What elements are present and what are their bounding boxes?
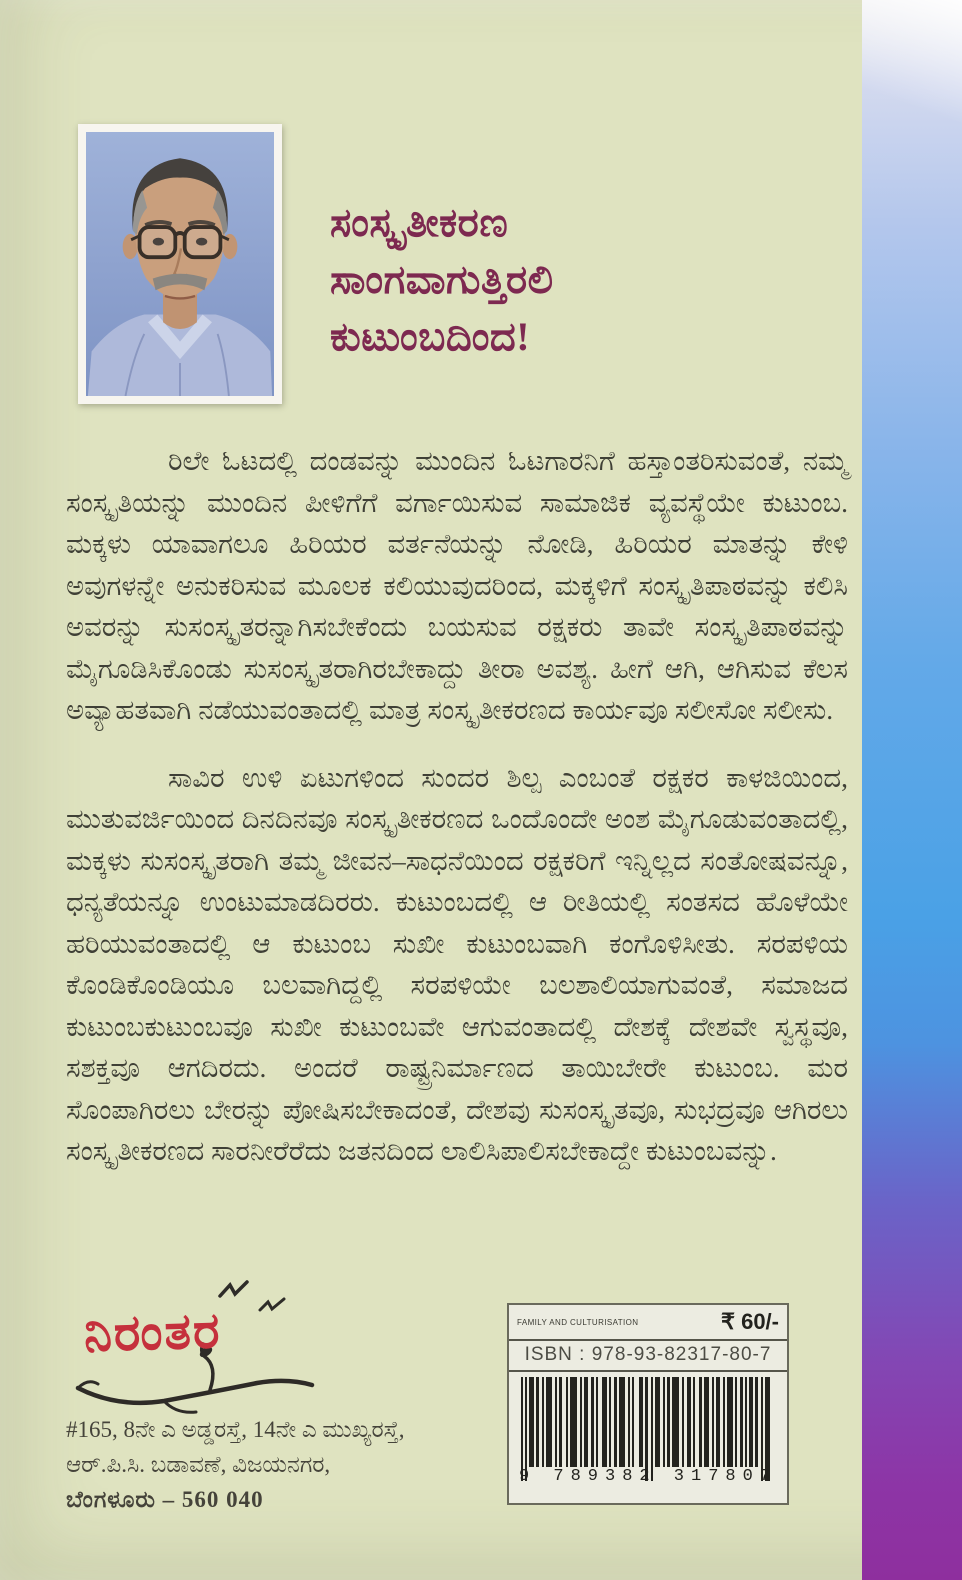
publisher-name: ನಿರಂತರ [83, 1302, 223, 1363]
blurb [66, 440, 848, 1198]
publisher-address [66, 1412, 526, 1517]
address-line-2: ಆರ್.ಪಿ.ಸಿ. ಬಡಾವಣೆ, ವಿಜಯನಗರ, [66, 1452, 331, 1477]
corner-sheen [862, 0, 962, 190]
category-label: FAMILY AND CULTURISATION [517, 1317, 639, 1327]
blurb-paragraph-1: ರಿಲೇ ಓಟದಲ್ಲಿ ದಂಡವನ್ನು ಮುಂದಿನ ಓಟಗಾರನಿಗೆ ಹಸ್ತಾಂತರಿಸುವಂತೆ, ನಮ್ಮ ಸಂಸ್ಕೃತಿಯನ್ನು ಮುಂದಿನ ಪೀಳಿಗೆಗೆ ವರ್ಗಾಯಿಸುವ ಸಾಮಾಜಿಕ ವ್ಯವಸ್ಥೆಯೇ ಕುಟುಂಬ. ಮಕ್ಕಳು ಯಾವಾಗಲೂ ಹಿರಿಯರ ವರ್ತನೆಯನ್ನು ನೋಡಿ, ಹಿರಿಯರ ಮಾತನ್ನು ಕೇಳಿ ಅವುಗಳನ್ನೇ ಅನುಕರಿಸುವ ಮೂಲಕ ಕಲಿಯುವುದರಿಂದ, ಮಕ್ಕಳಿಗೆ ಸಂಸ್ಕೃತಿಪಾಠವನ್ನು ಕಲಿಸಿ ಅವರನ್ನು ಸುಸಂಸ್ಕೃತರನ್ನಾಗಿಸಬೇಕೆಂದು ಬಯಸುವ ರಕ್ಷಕರು ತಾವೇ ಸಂಸ್ಕೃತಿಪಾಠವನ್ನು ಮೈಗೂಡಿಸಿಕೊಂಡು ಸುಸಂಸ್ಕೃತರಾಗಿರಬೇಕಾದ್ದು ತೀರಾ ಅವಶ್ಯ. ಹೀಗೆ ಆಗಿ, ಆಗಿಸುವ ಕೆಲಸ ಅವ್ಯಾಹತವಾಗಿ ನಡೆಯುವಂತಾದಲ್ಲಿ ಮಾತ್ರ ಸಂಸ್ಕೃತೀಕರಣದ ಕಾರ್ಯವೂ ಸಲೀಸೋ ಸಲೀಸು. [66, 445, 848, 725]
barcode-box [507, 1303, 789, 1505]
headline-line-3: ಕುಟುಂಬದಿಂದ! [330, 314, 531, 359]
barcode-header-row [509, 1305, 787, 1341]
price-label: ₹ 60/- [720, 1309, 779, 1334]
page-edge-gradient-strip [862, 0, 962, 1580]
blurb-paragraph-2: ಸಾವಿರ ಉಳಿ ಏಟುಗಳಿಂದ ಸುಂದರ ಶಿಲ್ಪ ಎಂಬಂತೆ ರಕ್ಷಕರ ಕಾಳಜಿಯಿಂದ, ಮುತುವರ್ಜಿಯಿಂದ ದಿನದಿನವೂ ಸಂಸ್ಕೃತೀಕರಣದ ಒಂದೊಂದೇ ಅಂಶ ಮೈಗೂಡುವಂತಾದಲ್ಲಿ, ಮಕ್ಕಳು ಸುಸಂಸ್ಕೃತರಾಗಿ ತಮ್ಮ ಜೀವನ–ಸಾಧನೆಯಿಂದ ರಕ್ಷಕರಿಗೆ ಇನ್ನಿಲ್ಲದ ಸಂತೋಷವನ್ನೂ, ಧನ್ಯತೆಯನ್ನೂ ಉಂಟುಮಾಡದಿರರು. ಕುಟುಂಬದಲ್ಲಿ ಆ ರೀತಿಯಲ್ಲಿ ಸಂತಸದ ಹೊಳೆಯೇ ಹರಿಯುವಂತಾದಲ್ಲಿ ಆ ಕುಟುಂಬ ಸುಖೀ ಕುಟುಂಬವಾಗಿ ಕಂಗೊಳಿಸೀತು. ಸರಪಳಿಯ ಕೊಂಡಿಕೊಂಡಿಯೂ ಬಲವಾಗಿದ್ದಲ್ಲಿ ಸರಪಳಿಯೇ ಬಲಶಾಲಿಯಾಗುವಂತೆ, ಸಮಾಜದ ಕುಟುಂಬಕುಟುಂಬವೂ ಸುಖೀ ಕುಟುಂಬವೇ ಆಗುವಂತಾದಲ್ಲಿ ದೇಶಕ್ಕೆ ದೇಶವೇ ಸ್ವಸ್ಥವೂ, ಸಶಕ್ತವೂ ಆಗದಿರದು. ಅಂದರೆ ರಾಷ್ಟ್ರನಿರ್ಮಾಣದ ತಾಯಿಬೇರೇ ಕುಟುಂಬ. ಮರ ಸೊಂಪಾಗಿರಲು ಬೇರನ್ನು ಪೋಷಿಸಬೇಕಾದಂತೆ, ದೇಶವು ಸುಸಂಸ್ಕೃತವೂ, ಸುಭದ್ರವೂ ಆಗಿರಲು ಸಂಸ್ಕೃತೀಕರಣದ ಸಾರನೀರೆರೆದು ಜತನದಿಂದ ಲಾಲಿಸಿಪಾಲಿಸಬೇಕಾದ್ದೇ ಕುಟುಂಬವನ್ನು. [66, 761, 848, 1166]
address-line-1: #165, 8ನೇ ಎ ಅಡ್ಡರಸ್ತೆ, 14ನೇ ಎ ಮುಖ್ಯರಸ್ತೆ, [66, 1417, 405, 1442]
author-photo-frame [78, 124, 282, 404]
barcode-digits: 9 789382 317807 [518, 1467, 778, 1486]
author-photo [86, 132, 274, 396]
headline-line-2: ಸಾಂಗವಾಗುತ್ತಿರಲಿ [330, 257, 554, 302]
headline-line-1: ಸಂಸ್ಕೃತೀಕರಣ [330, 200, 509, 245]
isbn-label: ISBN : 978-93-82317-80-7 [509, 1341, 787, 1372]
cover-headline [330, 194, 690, 365]
address-line-3: ಬೆಂಗಳೂರು – 560 040 [66, 1487, 264, 1512]
